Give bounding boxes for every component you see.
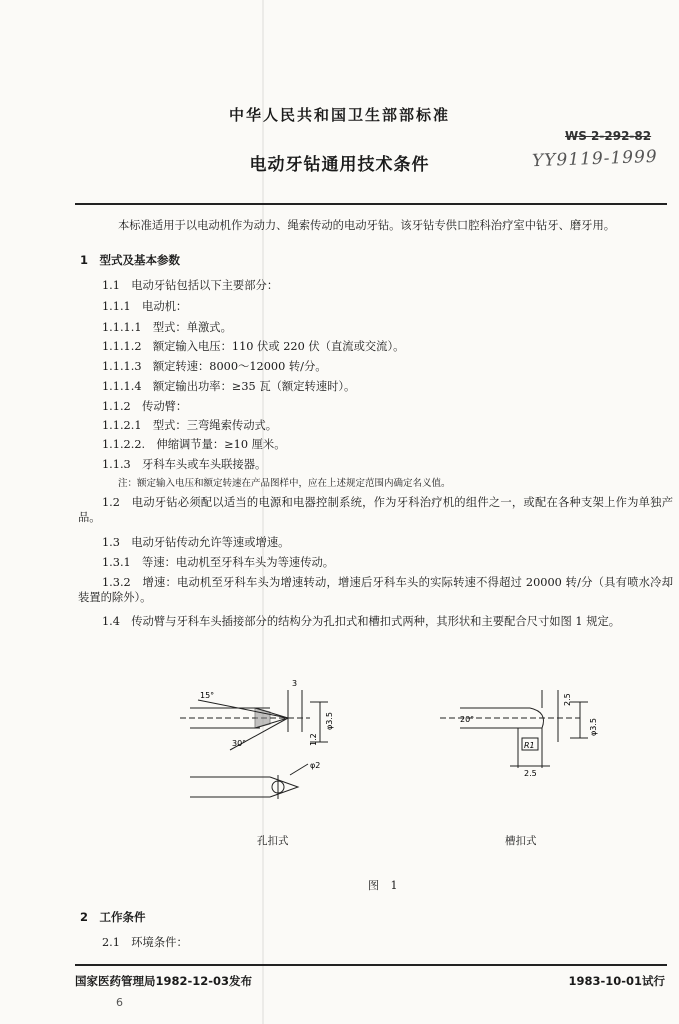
dim-r1: R1 <box>524 741 535 750</box>
section-2-heading: 2 工作条件 <box>80 910 146 924</box>
dim-2-5-top: 2.5 <box>563 693 572 706</box>
clause-1-2: 1.2 电动牙钻必须配以适当的电源和电器控制系统，作为牙科治疗机的组件之一，或配在各种支架上作为单独产品。 <box>78 496 673 524</box>
clause-1-1-1-4: 1.1.1.4 额定输出功率：≥35 瓦（额定转速时）。 <box>102 380 356 393</box>
clause-2-1: 2.1 环境条件： <box>102 936 188 949</box>
clause-1-1: 1.1 电动牙钻包括以下主要部分： <box>102 279 279 292</box>
dim-2-5-bottom: 2.5 <box>524 769 537 778</box>
clause-1-3: 1.3 电动牙钻传动允许等速或增速。 <box>102 536 290 549</box>
clause-1-1-2-2: 1.1.2.2. 伸缩调节量：≥10 厘米。 <box>102 438 286 451</box>
dim-phi35: φ3.5 <box>325 712 334 730</box>
dim-angle-20: 20° <box>460 715 475 724</box>
handwritten-code: YY9119-1999 <box>531 146 659 172</box>
dim-phi2: φ2 <box>310 761 321 770</box>
page-number: 6 <box>116 996 123 1009</box>
dim-angle-30: 30° <box>232 739 247 748</box>
intro-paragraph: 本标准适用于以电动机作为动力、绳索传动的电动牙钻。该牙钻专供口腔科治疗室中钻牙、磨牙用。 <box>118 219 616 232</box>
clause-1-1-2-1: 1.1.2.1 型式：三弯绳索传动式。 <box>102 419 278 432</box>
figure-caption: 图 1 <box>368 879 402 892</box>
clause-1-1-1-1: 1.1.1.1 型式：单激式。 <box>102 321 232 334</box>
note-text: 注：额定输入电压和额定转速在产品图样中，应在上述规定范围内确定名义值。 <box>118 478 451 489</box>
figure-label-hole-clip: 孔扣式 <box>257 835 289 847</box>
clause-1-1-1: 1.1.1 电动机： <box>102 300 188 313</box>
dim-phi35-right: φ3.5 <box>589 718 598 736</box>
hole-clip-drawing <box>170 672 370 812</box>
slot-clip-drawing <box>430 682 610 782</box>
document-title: 电动牙钻通用技术条件 <box>249 155 430 175</box>
figure-label-slot-clip: 槽扣式 <box>505 835 537 847</box>
clause-1-3-1: 1.3.1 等速：电动机至牙科车头为等速传动。 <box>102 556 335 569</box>
dim-3: 3 <box>292 679 298 688</box>
clause-1-1-2: 1.1.2 传动臂： <box>102 400 188 413</box>
clause-1-1-1-3: 1.1.1.3 额定转速：8000～12000 转/分。 <box>102 360 327 373</box>
dim-1-2: 1.2 <box>309 733 318 746</box>
clause-1-3-2: 1.3.2 增速：电动机至牙科车头为增速转动，增速后牙科车头的实际转速不得超过 20000 转/分（具有喷水冷却装置的除外）。 <box>78 576 673 604</box>
standard-code: WS 2-292-82 <box>565 129 652 143</box>
clause-1-4: 1.4 传动臂与牙科车头插接部分的结构分为孔扣式和槽扣式两种，其形状和主要配合尺寸如图 1 规定。 <box>102 615 621 628</box>
section-1-heading: 1 型式及基本参数 <box>80 253 181 267</box>
effective-date: 1983-10-01试行 <box>568 974 665 988</box>
header-divider <box>75 203 667 205</box>
footer-divider <box>75 964 667 966</box>
clause-1-1-1-2: 1.1.1.2 额定输入电压：110 伏或 220 伏（直流或交流）。 <box>102 340 405 353</box>
issuing-organization: 中华人民共和国卫生部部标准 <box>228 106 450 124</box>
clause-1-1-3: 1.1.3 牙科车头或车头联接器。 <box>102 458 267 471</box>
issue-info: 国家医药管理局1982-12-03发布 <box>75 974 253 988</box>
dim-angle-15: 15° <box>200 691 215 700</box>
